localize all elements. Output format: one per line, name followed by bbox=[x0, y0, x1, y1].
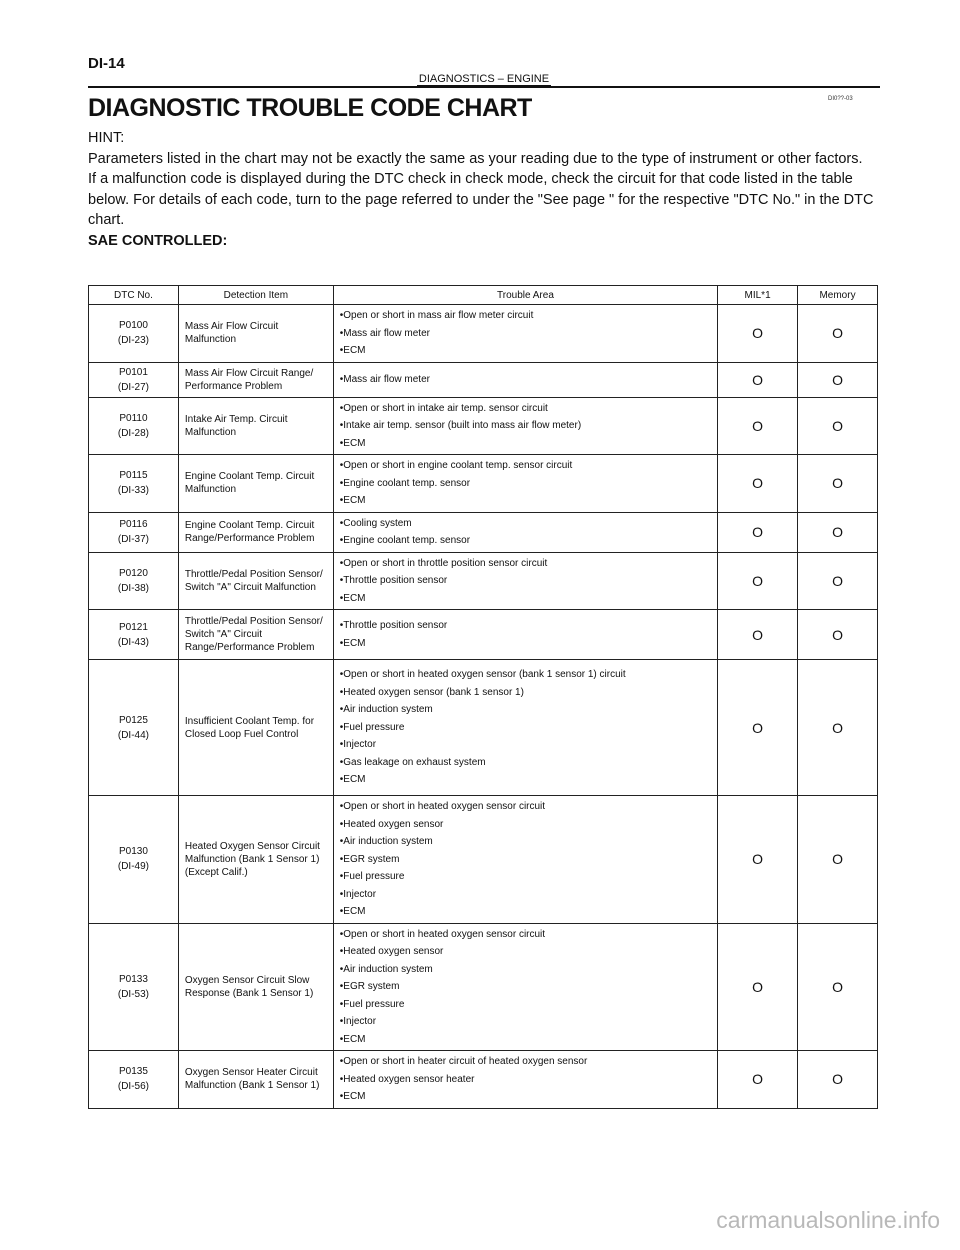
detection-item: Throttle/Pedal Position Sensor/ Switch "A" Circuit Range/Performance Problem bbox=[178, 610, 333, 660]
hint-paragraph-1: Parameters listed in the chart may not be exactly the same as your reading due to the type of instrument or other factors. bbox=[88, 150, 863, 167]
dtc-code-cell bbox=[89, 397, 179, 455]
dtc-code: P0135 bbox=[118, 1066, 148, 1078]
header-trouble-area: Trouble Area bbox=[333, 286, 717, 305]
trouble-area-item: •Throttle position sensor bbox=[339, 620, 448, 631]
trouble-area-cell bbox=[333, 512, 717, 552]
trouble-area-item: •Intake air temp. sensor (built into mass air flow meter) bbox=[339, 420, 582, 431]
dtc-code: P0115 bbox=[119, 470, 148, 482]
trouble-area-item: •Fuel pressure bbox=[339, 998, 405, 1010]
trouble-area-item: •Heated oxygen sensor bbox=[339, 946, 444, 957]
watermark: carmanualsonline.info bbox=[716, 1207, 940, 1233]
memory-mark: O bbox=[798, 397, 878, 455]
table-row bbox=[89, 305, 878, 363]
mil-mark: O bbox=[718, 610, 798, 660]
detection-item: Mass Air Flow Circuit Range/ Performance Problem bbox=[178, 362, 333, 397]
memory-mark: O bbox=[798, 362, 878, 397]
dtc-page-ref: (DI-23) bbox=[117, 335, 149, 347]
dtc-code-cell bbox=[89, 362, 179, 397]
dtc-code: P0130 bbox=[118, 846, 148, 858]
trouble-area-item: •Open or short in intake air temp. sensor circuit bbox=[339, 402, 548, 414]
header-dtc-no: DTC No. bbox=[89, 286, 179, 305]
memory-mark: O bbox=[798, 512, 878, 552]
mil-mark: O bbox=[718, 397, 798, 455]
trouble-area-item: •Engine coolant temp. sensor bbox=[339, 477, 471, 489]
trouble-area-item: •Gas leakage on exhaust system bbox=[339, 756, 486, 768]
memory-mark: O bbox=[798, 305, 878, 363]
dtc-code-cell bbox=[89, 455, 179, 513]
header-memory: Memory bbox=[798, 286, 878, 305]
trouble-area-item: •Throttle position sensor bbox=[339, 575, 448, 586]
dtc-code: P0116 bbox=[119, 519, 148, 530]
trouble-area-item: •Injector bbox=[339, 739, 377, 751]
trouble-area-item: •Cooling system bbox=[339, 517, 412, 529]
detection-item: Insufficient Coolant Temp. for Closed Loop Fuel Control bbox=[178, 660, 333, 796]
table-row bbox=[89, 1051, 878, 1109]
trouble-area-item: •Injector bbox=[339, 888, 377, 900]
trouble-area-cell bbox=[333, 397, 717, 455]
dtc-code: P0120 bbox=[118, 567, 148, 579]
detection-item: Throttle/Pedal Position Sensor/ Switch "A" Circuit Malfunction bbox=[178, 552, 333, 610]
trouble-area-item: •Open or short in heated oxygen sensor (bank 1 sensor 1) circuit bbox=[339, 669, 626, 681]
dtc-page-ref: (DI-44) bbox=[117, 729, 149, 741]
mil-mark: O bbox=[718, 552, 798, 610]
trouble-area-item: •ECM bbox=[339, 1033, 366, 1045]
trouble-area-item: •Open or short in heated oxygen sensor circuit bbox=[339, 801, 546, 812]
table-row bbox=[89, 362, 878, 397]
trouble-area-item: •Engine coolant temp. sensor bbox=[339, 535, 471, 546]
trouble-area-cell bbox=[333, 610, 717, 660]
table-row bbox=[89, 923, 878, 1051]
mil-mark: O bbox=[718, 512, 798, 552]
table-row bbox=[89, 660, 878, 796]
dtc-code-cell bbox=[89, 305, 179, 363]
memory-mark: O bbox=[798, 552, 878, 610]
sae-controlled-heading: SAE CONTROLLED: bbox=[88, 232, 228, 249]
trouble-area-item: •ECM bbox=[339, 592, 366, 604]
trouble-area-item: •Air induction system bbox=[339, 704, 433, 716]
hint-label: HINT: bbox=[88, 130, 125, 146]
trouble-area-cell bbox=[333, 362, 717, 397]
detection-item: Engine Coolant Temp. Circuit Malfunction bbox=[178, 455, 333, 513]
trouble-area-item: •Air induction system bbox=[339, 836, 433, 847]
section-title: DIAGNOSTICS – ENGINE bbox=[418, 73, 550, 85]
mil-mark: O bbox=[718, 305, 798, 363]
dtc-code-cell bbox=[89, 512, 179, 552]
trouble-area-cell bbox=[333, 660, 717, 796]
trouble-area-item: •Injector bbox=[339, 1016, 377, 1027]
trouble-area-item: •ECM bbox=[339, 1091, 366, 1102]
trouble-area-item: •Open or short in heater circuit of heated oxygen sensor bbox=[339, 1056, 588, 1067]
mil-mark: O bbox=[718, 796, 798, 924]
dtc-table-body bbox=[89, 305, 878, 1109]
dtc-code-cell bbox=[89, 610, 179, 660]
trouble-area-item: •ECM bbox=[339, 495, 366, 506]
trouble-area-cell bbox=[333, 455, 717, 513]
detection-item: Engine Coolant Temp. Circuit Range/Performance Problem bbox=[178, 512, 333, 552]
trouble-area-item: •Mass air flow meter bbox=[339, 327, 430, 339]
dtc-code-cell bbox=[89, 923, 179, 1051]
dtc-page-ref: (DI-56) bbox=[117, 1081, 149, 1093]
trouble-area-item: •Mass air flow meter bbox=[339, 373, 430, 385]
trouble-area-item: •Open or short in mass air flow meter circuit bbox=[339, 310, 534, 321]
dtc-table bbox=[88, 285, 878, 1109]
trouble-area-item: •EGR system bbox=[339, 853, 400, 865]
hint-paragraph-2: If a malfunction code is displayed during the DTC check in check mode, check the circuit for that code listed in the table below. For details of each code, turn to the page referred to under the "See page " for the respective "DTC No." in the DTC chart. bbox=[88, 171, 874, 228]
memory-mark: O bbox=[798, 923, 878, 1051]
dtc-code-cell bbox=[89, 552, 179, 610]
mil-mark: O bbox=[718, 660, 798, 796]
trouble-area-item: •Heated oxygen sensor heater bbox=[339, 1073, 475, 1085]
intro-text bbox=[88, 128, 884, 251]
dtc-code-cell bbox=[89, 1051, 179, 1109]
header-detection-item: Detection Item bbox=[178, 286, 333, 305]
memory-mark: O bbox=[798, 796, 878, 924]
trouble-area-item: •ECM bbox=[339, 437, 366, 449]
page-title: DIAGNOSTIC TROUBLE CODE CHART bbox=[88, 94, 532, 122]
table-row bbox=[89, 796, 878, 924]
trouble-area-item: •Air induction system bbox=[339, 963, 433, 975]
memory-mark: O bbox=[798, 1051, 878, 1109]
table-row bbox=[89, 455, 878, 513]
memory-mark: O bbox=[798, 610, 878, 660]
dtc-code: P0101 bbox=[118, 366, 148, 378]
dtc-page-ref: (DI-37) bbox=[117, 534, 149, 545]
detection-item: Mass Air Flow Circuit Malfunction bbox=[178, 305, 333, 363]
memory-mark: O bbox=[798, 660, 878, 796]
trouble-area-item: •Open or short in throttle position sensor circuit bbox=[339, 557, 548, 569]
table-header-row bbox=[89, 286, 878, 305]
dtc-code: P0100 bbox=[118, 320, 148, 332]
trouble-area-item: •Open or short in heated oxygen sensor circuit bbox=[339, 928, 546, 940]
trouble-area-cell bbox=[333, 1051, 717, 1109]
table-row bbox=[89, 512, 878, 552]
trouble-area-cell bbox=[333, 305, 717, 363]
detection-item: Heated Oxygen Sensor Circuit Malfunction (Bank 1 Sensor 1) (Except Calif.) bbox=[178, 796, 333, 924]
dtc-code: P0133 bbox=[118, 973, 148, 985]
trouble-area-item: •Fuel pressure bbox=[339, 871, 405, 882]
detection-item: Oxygen Sensor Circuit Slow Response (Bank 1 Sensor 1) bbox=[178, 923, 333, 1051]
trouble-area-item: •ECM bbox=[339, 637, 366, 649]
detection-item: Oxygen Sensor Heater Circuit Malfunction (Bank 1 Sensor 1) bbox=[178, 1051, 333, 1109]
trouble-area-cell bbox=[333, 923, 717, 1051]
dtc-page-ref: (DI-49) bbox=[117, 861, 149, 873]
dtc-page-ref: (DI-53) bbox=[117, 988, 149, 1000]
trouble-area-item: •Open or short in engine coolant temp. sensor circuit bbox=[339, 460, 573, 471]
dtc-page-ref: (DI-33) bbox=[117, 485, 149, 497]
mil-mark: O bbox=[718, 923, 798, 1051]
trouble-area-item: •Heated oxygen sensor bbox=[339, 818, 444, 830]
trouble-area-cell bbox=[333, 552, 717, 610]
dtc-code-cell bbox=[89, 796, 179, 924]
dtc-page-ref: (DI-28) bbox=[117, 427, 149, 439]
trouble-area-item: •ECM bbox=[339, 906, 366, 917]
mil-mark: O bbox=[718, 455, 798, 513]
table-row bbox=[89, 552, 878, 610]
trouble-area-item: •ECM bbox=[339, 774, 366, 786]
dtc-code: P0125 bbox=[118, 714, 148, 726]
trouble-area-item: •EGR system bbox=[339, 981, 400, 992]
trouble-area-item: •Heated oxygen sensor (bank 1 sensor 1) bbox=[339, 686, 524, 698]
detection-item: Intake Air Temp. Circuit Malfunction bbox=[178, 397, 333, 455]
trouble-area-item: •Fuel pressure bbox=[339, 721, 405, 733]
table-row bbox=[89, 397, 878, 455]
document-code: DI0??-03 bbox=[828, 96, 853, 102]
trouble-area-cell bbox=[333, 796, 717, 924]
table-row bbox=[89, 610, 878, 660]
dtc-code-cell bbox=[89, 660, 179, 796]
dtc-code: P0121 bbox=[118, 621, 148, 633]
dtc-page-ref: (DI-43) bbox=[117, 636, 149, 648]
memory-mark: O bbox=[798, 455, 878, 513]
trouble-area-item: •ECM bbox=[339, 345, 366, 356]
section-header bbox=[88, 72, 880, 88]
dtc-code: P0110 bbox=[119, 412, 148, 424]
page-number: DI-14 bbox=[88, 55, 125, 72]
header-mil: MIL*1 bbox=[718, 286, 798, 305]
dtc-page-ref: (DI-27) bbox=[117, 381, 149, 393]
mil-mark: O bbox=[718, 1051, 798, 1109]
mil-mark: O bbox=[718, 362, 798, 397]
dtc-page-ref: (DI-38) bbox=[117, 582, 149, 594]
